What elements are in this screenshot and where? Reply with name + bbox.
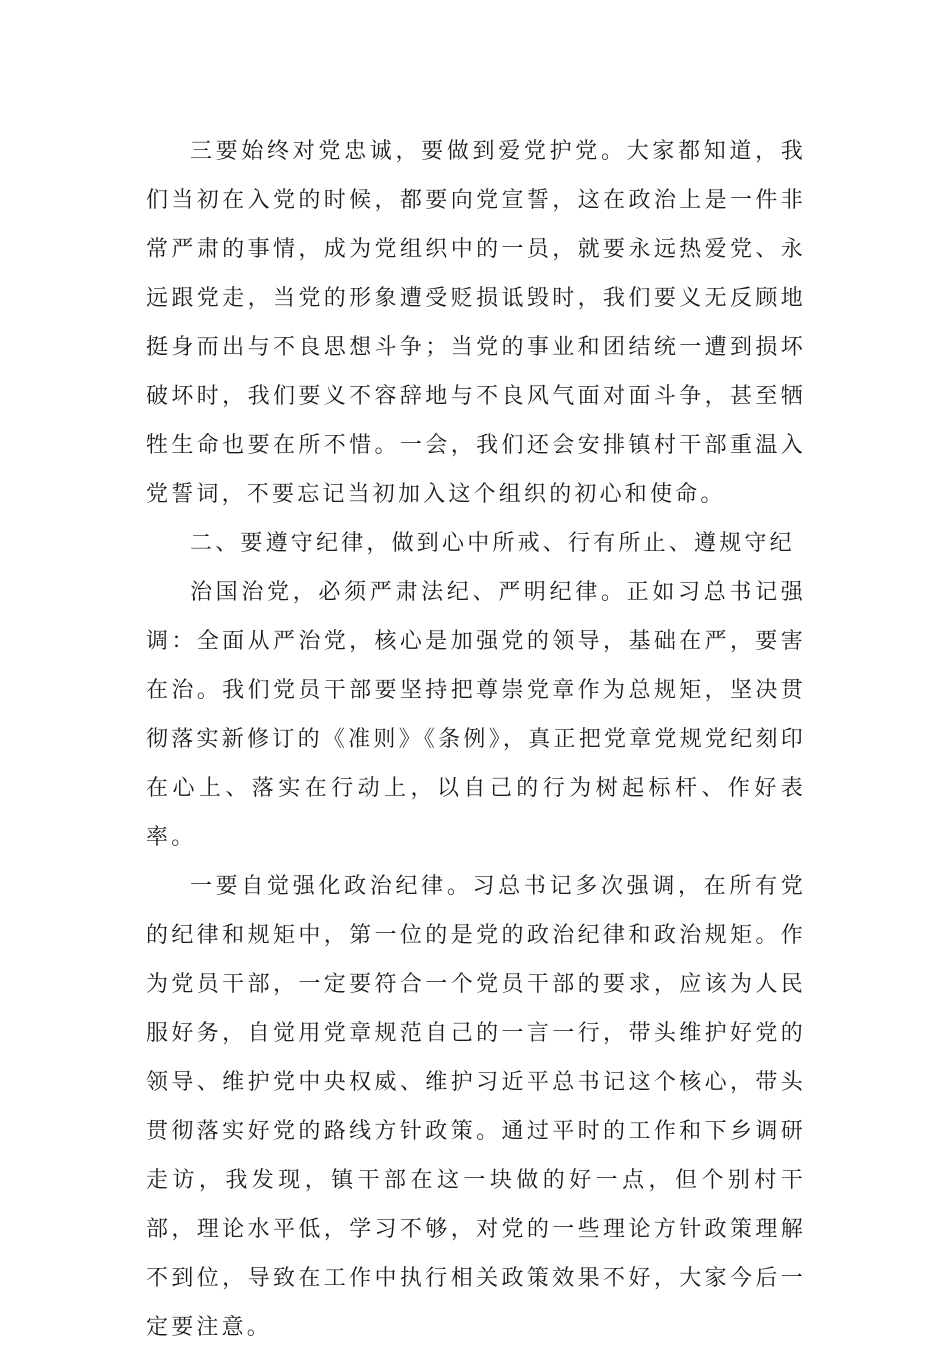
paragraph-loyalty: 三要始终对党忠诚，要做到爱党护党。大家都知道，我们当初在入党的时候，都要向党宣誓，这在政治上是一件非常严肃的事情，成为党组织中的一员，就要永远热爱党、永远跟党走，当党的形象遭受贬损诋毁时，我们要义无反顾地挺身而出与不良思想斗争；当党的事业和团结统一遭到损坏破坏时，我们要义不容辞地与不良风气面对面斗争，甚至牺牲生命也要在所不惜。一会，我们还会安排镇村干部重温入党誓词，不要忘记当初加入这个组织的初心和使命。 [146,139,806,507]
section-heading-discipline: 二、要遵守纪律，做到心中所戒、行有所止、遵规守纪 [190,531,795,556]
paragraph-governance: 治国治党，必须严肃法纪、严明纪律。正如习总书记强调：全面从严治党，核心是加强党的领导，基础在严，要害在治。我们党员干部要坚持把尊崇党章作为总规矩，坚决贯彻落实新修订的《准则》《条例》，真正把党章党规党纪刻印在心上、落实在行动上，以自己的行为树起标杆、作好表率。 [146,580,806,850]
document-body [146,127,806,1352]
paragraph-political-discipline: 一要自觉强化政治纪律。习总书记多次强调，在所有党的纪律和规矩中，第一位的是党的政治纪律和政治规矩。作为党员干部，一定要符合一个党员干部的要求，应该为人民服好务，自觉用党章规范自己的一言一行，带头维护好党的领导、维护党中央权威、维护习近平总书记这个核心，带头贯彻落实好党的路线方针政策。通过平时的工作和下乡调研走访，我发现，镇干部在这一块做的好一点，但个别村干部，理论水平低，学习不够，对党的一些理论方针政策理解不到位，导致在工作中执行相关政策效果不好，大家今后一定要注意。 [146,874,806,1340]
